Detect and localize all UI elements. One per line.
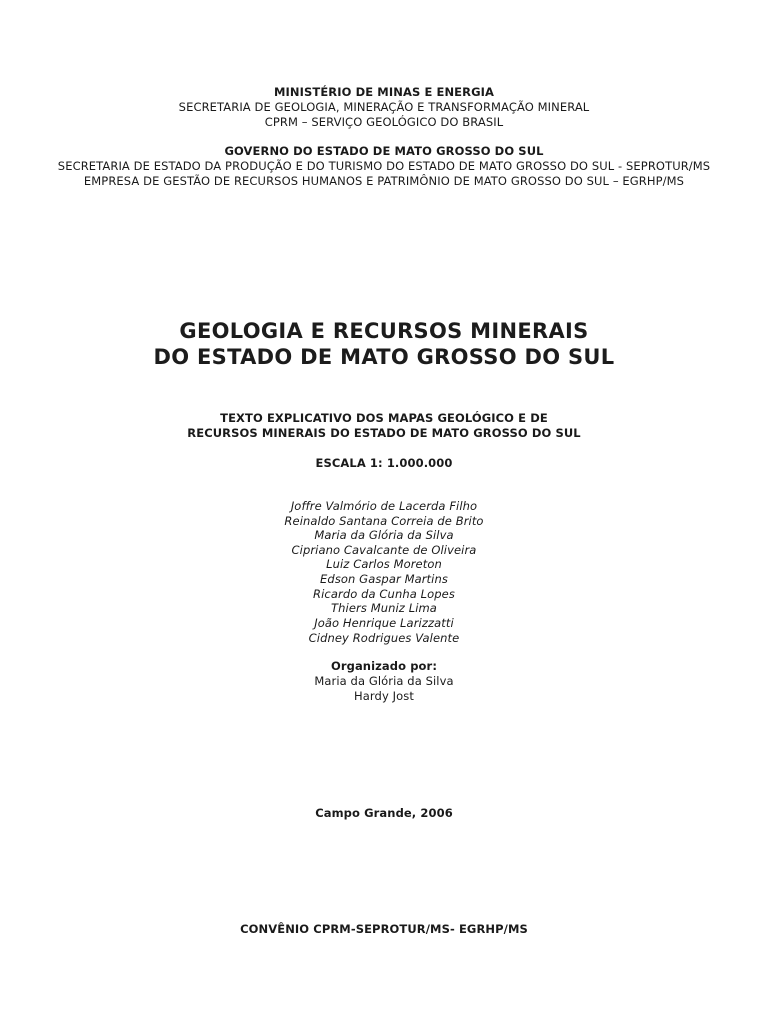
author-name: Edson Gaspar Martins [320,572,448,586]
organized-by-label: Organizado por: [330,659,438,673]
subtitle-line-1: TEXTO EXPLICATIVO DOS MAPAS GEOLÓGICO E DE [220,411,548,425]
place-and-year: Campo Grande, 2006 [315,806,453,820]
organizer-name: Hardy Jost [354,689,414,703]
federal-secretariat: SECRETARIA DE GEOLOGIA, MINERAÇÃO E TRANSFORMAÇÃO MINERAL [178,100,590,114]
organizer-name: Maria da Glória da Silva [314,674,454,688]
author-name: Cidney Rodrigues Valente [308,631,460,645]
author-name: Joffre Valmório de Lacerda Filho [290,499,478,513]
agreement-footer: CONVÊNIO CPRM-SEPROTUR/MS- EGRHP/MS [240,922,528,936]
state-government-heading: GOVERNO DO ESTADO DE MATO GROSSO DO SUL [224,144,544,158]
map-scale: ESCALA 1: 1.000.000 [315,456,453,470]
author-name: João Henrique Larizzatti [314,616,454,630]
author-name: Maria da Glória da Silva [314,528,454,542]
state-secretariat: SECRETARIA DE ESTADO DA PRODUÇÃO E DO TURISMO DO ESTADO DE MATO GROSSO DO SUL - SEPROTUR/MS [57,159,711,173]
document-title-line-1: GEOLOGIA E RECURSOS MINERAIS [179,319,589,343]
subtitle-line-2: RECURSOS MINERAIS DO ESTADO DE MATO GROSSO DO SUL [187,426,581,440]
author-name: Ricardo da Cunha Lopes [313,587,455,601]
geological-service: CPRM – SERVIÇO GEOLÓGICO DO BRASIL [264,115,504,129]
author-name: Cipriano Cavalcante de Oliveira [291,543,477,557]
author-name: Thiers Muniz Lima [331,601,437,615]
state-company: EMPRESA DE GESTÃO DE RECURSOS HUMANOS E PATRIMÔNIO DE MATO GROSSO DO SUL – EGRHP/MS [83,174,685,188]
ministry-heading: MINISTÉRIO DE MINAS E ENERGIA [273,85,495,99]
author-name: Luiz Carlos Moreton [326,557,442,571]
document-title-line-2: DO ESTADO DE MATO GROSSO DO SUL [153,345,615,369]
author-name: Reinaldo Santana Correia de Brito [284,514,484,528]
